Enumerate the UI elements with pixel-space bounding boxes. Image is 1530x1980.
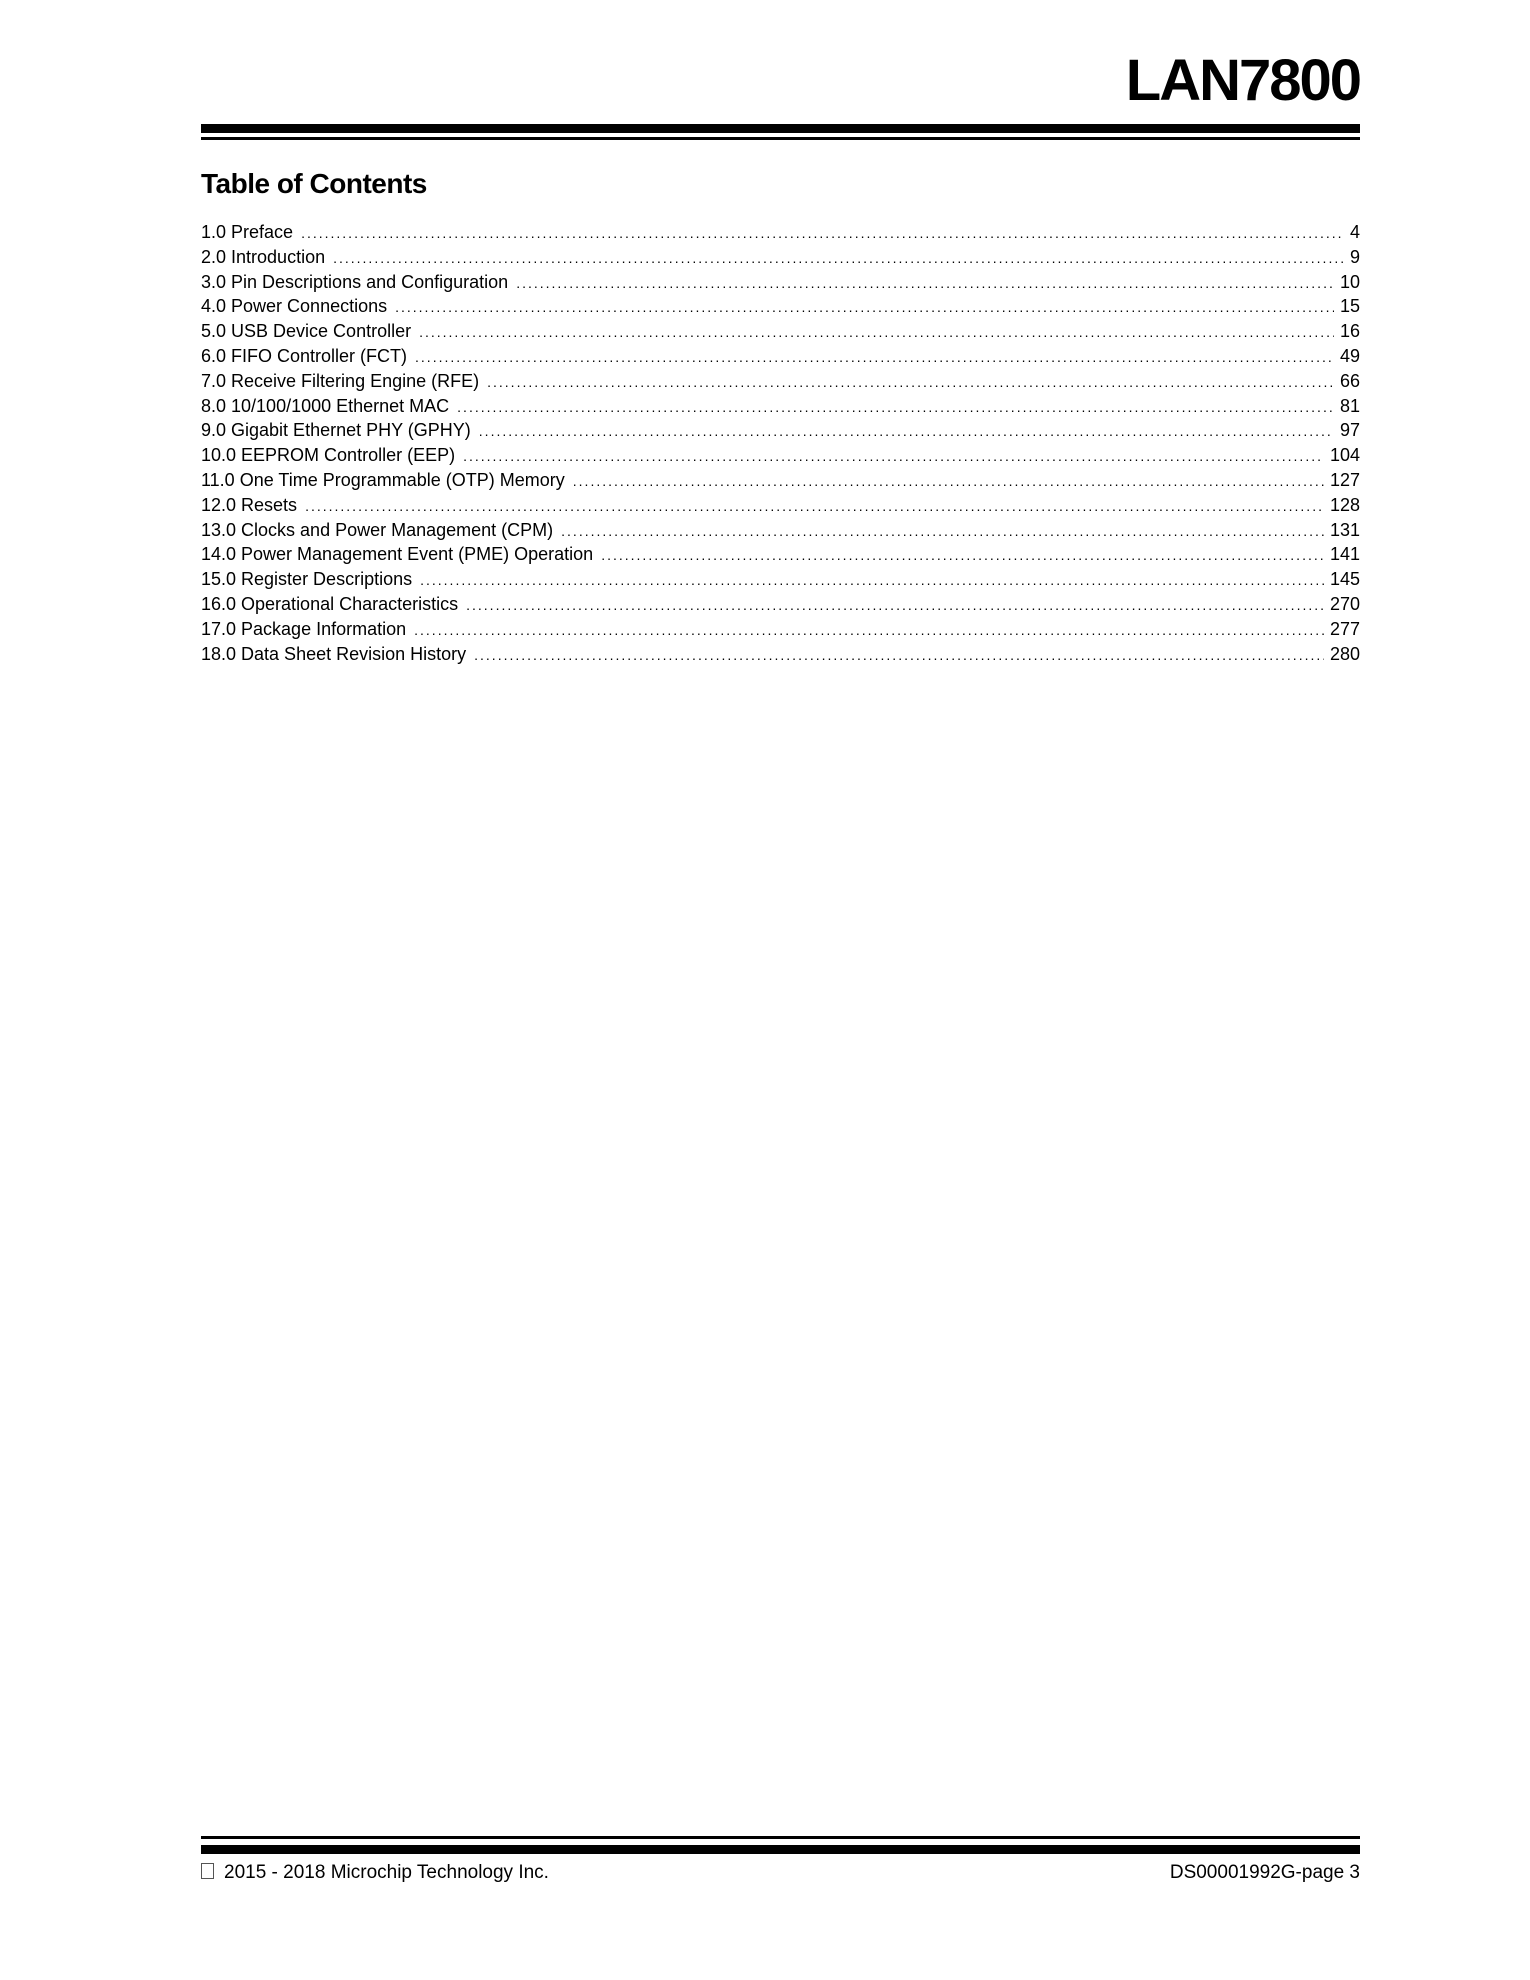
toc-entry-page-number[interactable]: 270 bbox=[1329, 593, 1360, 614]
toc-entry[interactable] bbox=[201, 542, 1360, 567]
toc-dot-leader bbox=[457, 395, 1334, 419]
toc-entry-label[interactable]: 12.0 Resets bbox=[201, 494, 298, 515]
toc-entry-label[interactable]: 6.0 FIFO Controller (FCT) bbox=[201, 345, 408, 366]
toc-entry[interactable] bbox=[201, 468, 1360, 493]
toc-dot-leader bbox=[573, 469, 1324, 493]
toc-entry[interactable] bbox=[201, 567, 1360, 592]
toc-entry[interactable] bbox=[201, 319, 1360, 344]
toc-entry-label[interactable]: 1.0 Preface bbox=[201, 222, 294, 242]
toc-entry-label[interactable]: 9.0 Gigabit Ethernet PHY (GPHY) bbox=[201, 420, 471, 441]
toc-entry-label[interactable]: 7.0 Receive Filtering Engine (RFE) bbox=[201, 370, 480, 391]
toc-entry-page-number[interactable]: 277 bbox=[1329, 618, 1360, 639]
toc-dot-leader bbox=[415, 345, 1334, 369]
toc-entry-label[interactable]: 16.0 Operational Characteristics bbox=[201, 593, 459, 614]
footer-rule-thick bbox=[201, 1845, 1360, 1854]
toc-dot-leader bbox=[466, 593, 1324, 617]
toc-entry-page-number[interactable]: 4 bbox=[1349, 222, 1360, 242]
footer-rule-thin bbox=[201, 1836, 1360, 1839]
toc-list bbox=[201, 220, 1360, 666]
toc-entry-page-number[interactable]: 16 bbox=[1339, 321, 1360, 342]
toc-entry-page-number[interactable]: 97 bbox=[1339, 420, 1360, 441]
toc-entry-label[interactable]: 15.0 Register Descriptions bbox=[201, 569, 413, 590]
toc-entry[interactable] bbox=[201, 592, 1360, 617]
toc-dot-leader bbox=[561, 519, 1324, 543]
toc-entry-page-number[interactable]: 49 bbox=[1339, 345, 1360, 366]
toc-entry[interactable] bbox=[201, 394, 1360, 419]
toc-dot-leader bbox=[463, 444, 1324, 468]
toc-entry-page-number[interactable]: 66 bbox=[1339, 370, 1360, 391]
toc-entry-label[interactable]: 13.0 Clocks and Power Management (CPM) bbox=[201, 519, 554, 540]
toc-entry-label[interactable]: 14.0 Power Management Event (PME) Operation bbox=[201, 544, 594, 565]
toc-dot-leader bbox=[601, 543, 1324, 567]
toc-entry-label[interactable]: 10.0 EEPROM Controller (EEP) bbox=[201, 445, 456, 466]
header-rule-thick bbox=[201, 124, 1360, 133]
toc-entry[interactable] bbox=[201, 220, 1360, 245]
toc-entry-page-number[interactable]: 145 bbox=[1329, 569, 1360, 590]
toc-dot-leader bbox=[420, 568, 1324, 592]
toc-dot-leader bbox=[395, 295, 1334, 319]
footer-page-ref: DS00001992G-page 3 bbox=[1169, 1862, 1360, 1883]
toc-entry-label[interactable]: 11.0 One Time Programmable (OTP) Memory bbox=[201, 469, 565, 490]
toc-entry-label[interactable]: 8.0 10/100/1000 Ethernet MAC bbox=[201, 395, 450, 416]
toc-entry-label[interactable]: 3.0 Pin Descriptions and Configuration bbox=[201, 271, 509, 292]
toc-entry-page-number[interactable]: 10 bbox=[1339, 271, 1360, 292]
toc-dot-leader bbox=[419, 320, 1334, 344]
toc-entry[interactable] bbox=[201, 418, 1360, 443]
toc-entry-label[interactable]: 2.0 Introduction bbox=[201, 246, 326, 267]
toc-entry-page-number[interactable]: 128 bbox=[1329, 494, 1360, 515]
toc-entry-page-number[interactable]: 131 bbox=[1329, 519, 1360, 540]
toc-entry-label[interactable]: 4.0 Power Connections bbox=[201, 296, 388, 317]
toc-entry[interactable] bbox=[201, 443, 1360, 468]
header-rule-thin bbox=[201, 137, 1360, 140]
toc-entry-page-number[interactable]: 9 bbox=[1349, 246, 1360, 267]
toc-entry[interactable] bbox=[201, 369, 1360, 394]
toc-entry[interactable] bbox=[201, 518, 1360, 543]
toc-dot-leader bbox=[301, 221, 1344, 245]
footer-copyright bbox=[201, 1862, 549, 1884]
toc-entry[interactable] bbox=[201, 617, 1360, 642]
toc-entry[interactable] bbox=[201, 493, 1360, 518]
toc-dot-leader bbox=[414, 618, 1324, 642]
toc-entry-page-number[interactable]: 127 bbox=[1329, 469, 1360, 490]
toc-entry-label[interactable]: 17.0 Package Information bbox=[201, 618, 407, 639]
toc-entry[interactable] bbox=[201, 344, 1360, 369]
toc-entry[interactable] bbox=[201, 270, 1360, 295]
toc-dot-leader bbox=[305, 494, 1324, 518]
copyright-icon bbox=[201, 1863, 214, 1879]
document-title: LAN7800 bbox=[1125, 48, 1360, 113]
toc-entry-page-number[interactable]: 104 bbox=[1329, 445, 1360, 466]
toc-dot-leader bbox=[487, 370, 1334, 394]
toc-dot-leader bbox=[479, 419, 1334, 443]
toc-entry[interactable] bbox=[201, 245, 1360, 270]
toc-entry-label[interactable]: 18.0 Data Sheet Revision History bbox=[201, 643, 467, 664]
toc-heading: Table of Contents bbox=[201, 168, 427, 199]
toc-dot-leader bbox=[333, 246, 1344, 270]
toc-entry-label[interactable]: 5.0 USB Device Controller bbox=[201, 321, 412, 342]
toc-entry-page-number[interactable]: 81 bbox=[1339, 395, 1360, 416]
toc-entry[interactable] bbox=[201, 294, 1360, 319]
toc-dot-leader bbox=[516, 271, 1334, 295]
toc-entry-page-number[interactable]: 15 bbox=[1339, 296, 1360, 317]
toc-entry[interactable] bbox=[201, 642, 1360, 667]
toc-entry-page-number[interactable]: 280 bbox=[1329, 643, 1360, 664]
copyright-text: 2015 - 2018 Microchip Technology Inc. bbox=[224, 1862, 549, 1883]
toc-entry-page-number[interactable]: 141 bbox=[1329, 544, 1360, 565]
toc-dot-leader bbox=[474, 643, 1324, 667]
footer bbox=[201, 1862, 1360, 1884]
